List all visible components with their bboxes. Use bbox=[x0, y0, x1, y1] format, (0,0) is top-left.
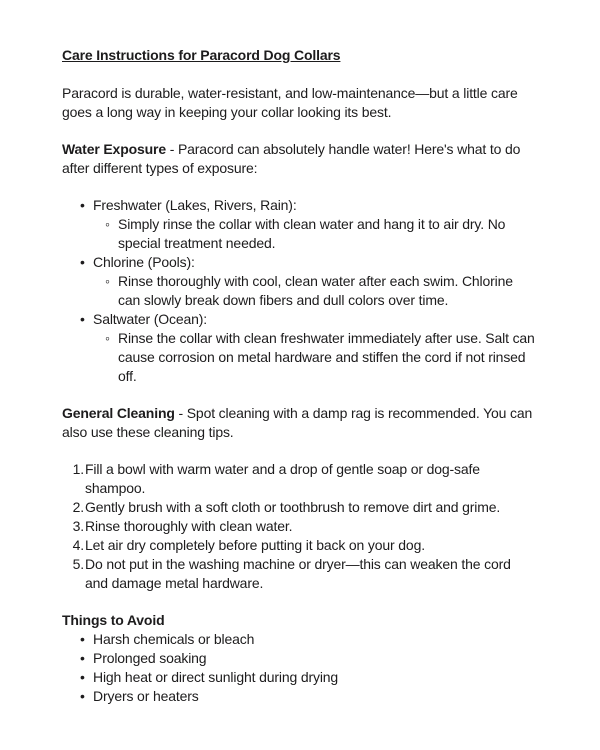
list-item-freshwater bbox=[93, 196, 536, 253]
avoid-item: • Prolonged soaking bbox=[93, 649, 536, 668]
water-exposure-lead: - Paracord can absolutely handle water! Here's what to do after different types of exposure: bbox=[62, 141, 521, 176]
general-cleaning-heading: General Cleaning bbox=[62, 405, 175, 421]
cleaning-step: Let air dry completely before putting it back on your dog. bbox=[85, 537, 425, 553]
water-exposure-paragraph bbox=[62, 140, 536, 178]
intro-paragraph: Paracord is durable, water-resistant, and low-maintenance—but a little care goes a long way in keeping your collar looking its best. bbox=[62, 85, 518, 120]
water-exposure-heading: Water Exposure bbox=[62, 141, 166, 157]
cleaning-step: Do not put in the washing machine or dryer—this can weaken the cord and damage metal hardware. bbox=[85, 556, 511, 591]
list-item-detail: ◦ Rinse thoroughly with cool, clean water after each swim. Chlorine can slowly break down fibers and dull colors over time. bbox=[118, 272, 536, 310]
list-item-label: Saltwater (Ocean): bbox=[93, 311, 208, 327]
things-to-avoid-list bbox=[62, 630, 536, 706]
cleaning-steps-list bbox=[62, 460, 536, 593]
list-item-chlorine bbox=[93, 253, 536, 310]
freshwater-sub-list bbox=[93, 215, 536, 253]
list-item-saltwater bbox=[93, 310, 536, 386]
chlorine-sub-list bbox=[93, 272, 536, 310]
cleaning-step: Fill a bowl with warm water and a drop of gentle soap or dog-safe shampoo. bbox=[85, 461, 480, 496]
list-item-detail: ◦ Rinse the collar with clean freshwater immediately after use. Salt can cause corrosion on metal hardware and stiffen the cord if not rinsed off. bbox=[118, 329, 536, 386]
list-item-label: Freshwater (Lakes, Rivers, Rain): bbox=[93, 197, 297, 213]
saltwater-sub-list bbox=[93, 329, 536, 386]
avoid-item: • Dryers or heaters bbox=[93, 687, 536, 706]
list-item-label: Chlorine (Pools): bbox=[93, 254, 195, 270]
cleaning-step: Gently brush with a soft cloth or toothbrush to remove dirt and grime. bbox=[85, 499, 501, 515]
water-exposure-list bbox=[62, 196, 536, 386]
general-cleaning-paragraph bbox=[62, 404, 536, 442]
avoid-item: • High heat or direct sunlight during drying bbox=[93, 668, 536, 687]
things-to-avoid-heading: Things to Avoid bbox=[62, 612, 165, 628]
avoid-item: • Harsh chemicals or bleach bbox=[93, 630, 536, 649]
document-title: Care Instructions for Paracord Dog Collars bbox=[62, 47, 341, 63]
cleaning-step: Rinse thoroughly with clean water. bbox=[85, 518, 293, 534]
list-item-detail: ◦ Simply rinse the collar with clean water and hang it to air dry. No special treatment needed. bbox=[118, 215, 536, 253]
general-cleaning-lead: - Spot cleaning with a damp rag is recommended. You can also use these cleaning tips. bbox=[62, 405, 533, 440]
